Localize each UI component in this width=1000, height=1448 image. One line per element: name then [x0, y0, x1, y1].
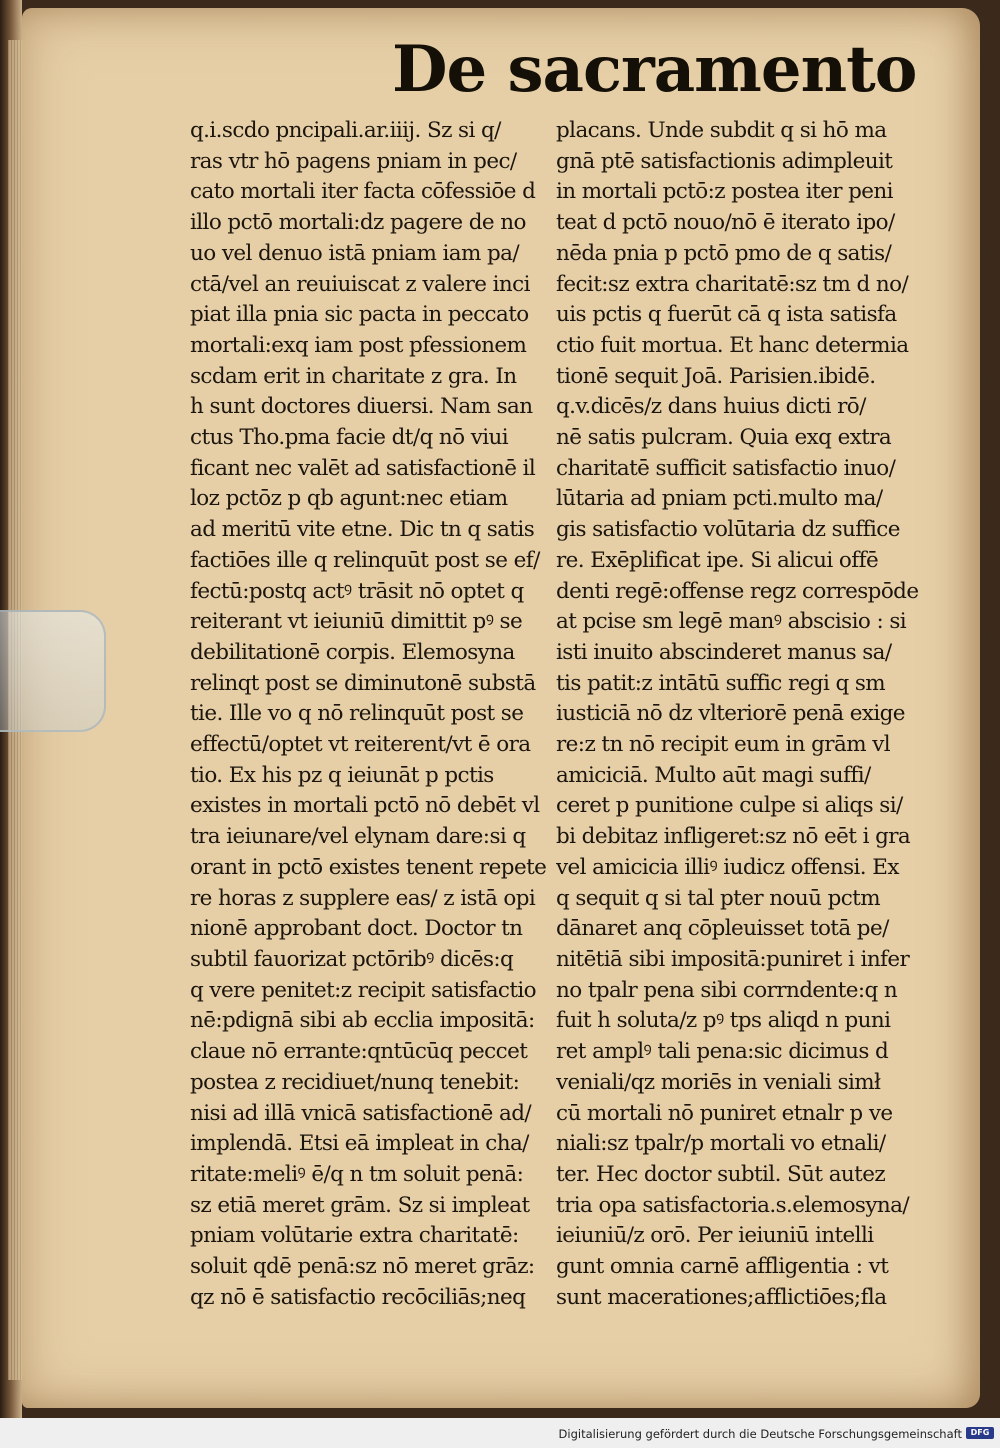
text-line: soluit qdē penā:sz nō meret grāz:: [190, 1254, 535, 1280]
text-line: uis pctis q fuerūt cā q ista satisfa: [556, 302, 897, 328]
text-line: illo pctō mortali:dz pagere de no: [190, 210, 526, 236]
dfg-logo-icon: DFG: [966, 1427, 994, 1439]
text-line: factiōes ille q relinquūt post se ef/: [190, 547, 540, 573]
text-line: sz etiā meret grām. Sz si impleat: [190, 1192, 530, 1218]
text-line: mortali:exq iam post pfessionem: [190, 332, 527, 358]
text-line: claue nō errante:qntūcūq peccet: [190, 1039, 528, 1065]
text-line: nisi ad illā vnicā satisfactionē ad/: [190, 1100, 532, 1126]
text-line: placans. Unde subdit q si hō ma: [556, 118, 887, 143]
text-line: fecit:sz extra charitatē:sz tm d no/: [556, 271, 909, 297]
text-line: nē:pdignā sibi ab ecclia impositā:: [190, 1008, 535, 1034]
text-line: q sequit q si tal pter nouū pctm: [556, 885, 881, 911]
text-line: existes in mortali pctō nō debēt vl: [190, 793, 540, 819]
text-line: niali:sz tpalr/p mortali vo etnali/: [556, 1131, 886, 1157]
text-line: teat d pctō nouo/nō ē iterato ipo/: [556, 210, 895, 236]
text-line: ceret p punitione culpe si aliqs si/: [556, 793, 903, 819]
text-line: lūtaria ad pniam pcti.multo ma/: [556, 486, 883, 512]
right-column: [556, 116, 922, 1313]
text-line: loz pctōz p qb agunt:nec etiam: [190, 486, 508, 512]
text-line: ficant nec valēt ad satisfactionē il: [190, 455, 536, 481]
text-line: nē satis pulcram. Quia exq extra: [556, 425, 892, 451]
text-line: vel amicicia illiꝰ iudicz offensi. Ex: [556, 854, 899, 880]
text-line: tra ieiunare/vel elynam dare:si q: [190, 824, 526, 850]
text-line: effectū/optet vt reiterent/vt ē ora: [190, 732, 531, 758]
text-line: nēda pnia p pctō pmo de q satis/: [556, 240, 892, 266]
text-line: h sunt doctores diuersi. Nam san: [190, 394, 533, 420]
text-line: ritate:meliꝰ ē/q n tm soluit penā:: [190, 1161, 524, 1187]
text-line: gnā ptē satisfactionis adimpleuit: [556, 148, 893, 174]
text-line: dānaret anq cōpleuisset totā pe/: [556, 916, 889, 942]
text-line: reiterant vt ieiuniū dimittit pꝰ se: [190, 609, 523, 635]
text-line: relinqt post se diminutonē substā: [190, 670, 536, 696]
text-line: veniali/qz moriēs in veniali simł: [556, 1069, 881, 1095]
text-line: ctus Tho.pma facie dt/q nō viui: [190, 425, 509, 451]
text-line: uo vel denuo istā pniam iam pa/: [190, 240, 520, 266]
text-line: tionē sequit Joā. Parisien.ibidē.: [556, 363, 876, 389]
text-line: cū mortali nō puniret etnalr p ve: [556, 1100, 893, 1126]
text-line: ieiuniū/z orō. Per ieiuniū intelli: [556, 1223, 874, 1249]
text-line: nionē approbant doct. Doctor tn: [190, 916, 523, 942]
text-line: re horas z supplere eas/ z istā opi: [190, 885, 536, 911]
funding-note: Digitalisierung gefördert durch die Deutsche Forschungsgemeinschaft: [558, 1427, 962, 1441]
text-line: in mortali pctō:z postea iter peni: [556, 179, 893, 205]
text-line: amiciciā. Multo aūt magi suffi/: [556, 762, 871, 788]
text-line: at pcise sm legē manꝰ abscisio : si: [556, 609, 907, 635]
text-line: pniam volūtarie extra charitatē:: [190, 1223, 519, 1249]
text-line: subtil fauorizat pctōribꝰ dicēs:q: [190, 946, 514, 972]
text-line: scdam erit in charitate z gra. In: [190, 363, 517, 389]
text-line: sunt macerationes;afflictiōes;fla: [556, 1284, 887, 1310]
text-line: cato mortali iter facta cōfessiōe d: [190, 179, 536, 205]
text-line: no tpalr pena sibi corrndente:q n: [556, 977, 898, 1003]
text-line: orant in pctō existes tenent repete: [190, 854, 547, 880]
text-line: gunt omnia carnē affligentia : vt: [556, 1254, 889, 1280]
text-line: q.v.dicēs/z dans huius dicti rō/: [556, 394, 866, 420]
text-line: iusticiā nō dz vlteriorē penā exige: [556, 701, 905, 727]
text-line: nitētiā sibi impositā:puniret i infer: [556, 946, 910, 972]
text-line: ret amplꝰ tali pena:sic dicimus d: [556, 1039, 889, 1065]
text-line: q vere penitet:z recipit satisfactio: [190, 977, 537, 1003]
text-line: tria opa satisfactoria.s.elemosyna/: [556, 1192, 910, 1218]
text-line: charitatē sufficit satisfactio inuo/: [556, 455, 896, 481]
text-line: piat illa pnia sic pacta in peccato: [190, 302, 529, 328]
text-line: ter. Hec doctor subtil. Sūt autez: [556, 1161, 886, 1187]
text-line: qz nō ē satisfactio recōciliās;neq: [190, 1284, 526, 1310]
text-line: debilitationē corpis. Elemosyna: [190, 639, 515, 665]
page-clip: [0, 610, 106, 732]
text-line: bi debitaz infligeret:sz nō eēt i gra: [556, 824, 911, 850]
text-line: isti inuito abscinderet manus sa/: [556, 639, 892, 665]
text-line: gis satisfactio volūtaria dz suffice: [556, 517, 900, 543]
text-line: ctio fuit mortua. Et hanc determia: [556, 332, 909, 358]
text-line: fectū:postq actꝰ trāsit nō optet q: [190, 578, 524, 604]
text-line: ad meritū vite etne. Dic tn q satis: [190, 517, 535, 543]
text-line: denti regē:offense regz correspōde: [556, 578, 919, 604]
text-line: postea z recidiuet/nunq tenebit:: [190, 1069, 520, 1095]
text-line: tie. Ille vo q nō relinquūt post se: [190, 701, 524, 727]
page-heading: De sacramento: [392, 32, 917, 107]
text-line: tio. Ex his pz q ieiunāt p pctis: [190, 762, 494, 788]
left-column: [190, 116, 552, 1313]
text-line: implendā. Etsi eā impleat in cha/: [190, 1131, 529, 1157]
text-line: ctā/vel an reuiuiscat z valere inci: [190, 271, 530, 297]
text-line: q.i.scdo pncipali.ar.iiij. Sz si q/: [190, 118, 501, 143]
text-line: ras vtr hō pagens pniam in pec/: [190, 148, 517, 174]
text-line: tis patit:z intātū suffic regi q sm: [556, 670, 886, 696]
text-line: re. Exēplificat ipe. Si alicui offē: [556, 547, 879, 573]
text-line: re:z tn nō recipit eum in grām vl: [556, 732, 891, 758]
text-line: fuit h soluta/z pꝰ tps aliqd n puni: [556, 1008, 891, 1034]
footer-bar: [0, 1418, 1000, 1448]
